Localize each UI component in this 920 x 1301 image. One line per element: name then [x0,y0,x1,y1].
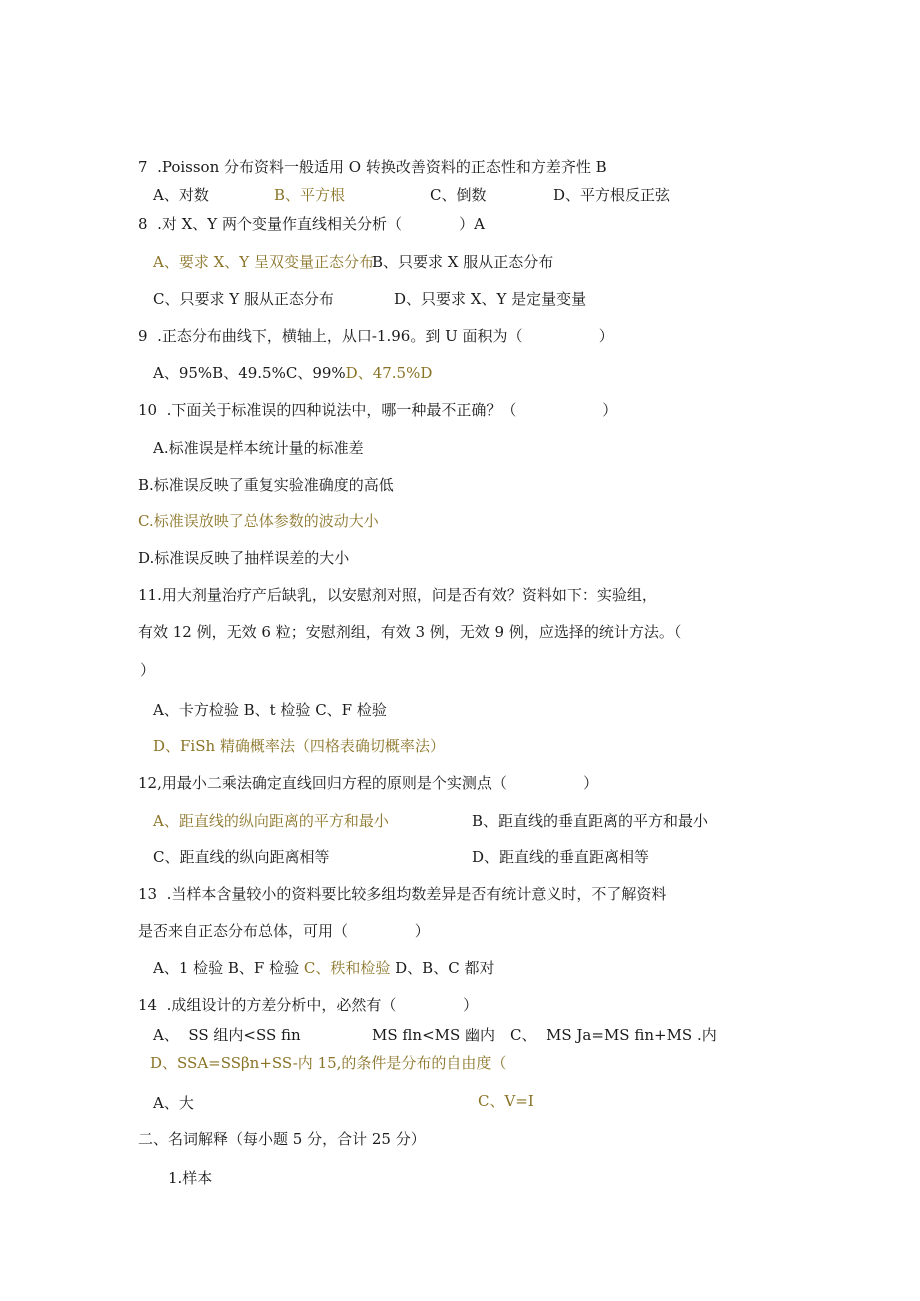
q13-options-plain-2: D、B、C 都对 [390,959,495,977]
q8-option-c: C、只要求 Y 服从正态分布 [153,290,334,308]
q8-option-b: B、只要求 X 服从正态分布 [372,253,554,271]
q10-option-c: C.标准误放映了总体参数的波动大小 [138,512,379,530]
q12-option-b: B、距直线的垂直距离的平方和最小 [472,812,709,830]
question-11-line-1: 11.用大剂量治疗产后缺乳，以安慰剂对照，问是否有效？资料如下：实验组， [138,586,657,604]
question-13-line-1: 13 .当样本含量较小的资料要比较多组均数差异是否有统计意义时，不了解资料 [138,885,667,903]
section-2-heading: 二、名词解释（每小题 5 分，合计 25 分） [138,1130,426,1148]
q10-option-d: D.标准误反映了抽样误差的大小 [138,549,350,567]
q7-option-b: B、平方根 [274,186,346,204]
question-11-line-3: ） [140,661,156,679]
q12-option-c: C、距直线的纵向距离相等 [153,848,330,866]
q7-option-c: C、倒数 [430,186,487,204]
q13-options-highlight: C、秩和检验 [303,959,391,977]
q10-option-b: B.标准误反映了重复实验准确度的高低 [138,476,394,494]
q11-option-d: D、FiSh 精确概率法（四格表确切概率法） [153,737,445,755]
question-11-line-2: 有效 12 例，无效 6 粒；安慰剂组，有效 3 例，无效 9 例，应选择的统计方法。（ [138,623,682,641]
q7-option-a: A、对数 [153,186,209,204]
q14-option-a: A、 SS 组内<SS fin [153,1026,301,1044]
question-9-stem: 9 .正态分布曲线下，横轴上，从口-1.96。到 U 面积为（ ） [138,327,614,345]
question-14-stem: 14 .成组设计的方差分析中，必然有（ ） [138,996,479,1014]
q8-option-d: D、只要求 X、Y 是定量变量 [394,290,587,308]
q14-option-d: D、SSA=SSβn+SS-内 15,的条件是分布的自由度（ [150,1054,507,1072]
question-8-stem: 8 .对 X、Y 两个变量作直线相关分析（ ）A [138,215,486,233]
q8-option-a: A、要求 X、Y 呈双变量正态分布 [153,253,374,271]
question-10-stem: 10 .下面关于标准误的四种说法中，哪一种最不正确？（ ） [138,401,618,419]
q7-option-d: D、平方根反正弦 [553,186,671,204]
q9-options-highlight: D、47.5%D [345,364,433,382]
q12-option-a: A、距直线的纵向距离的平方和最小 [153,812,389,830]
q15-option-c: C、V=I [478,1092,534,1110]
q15-option-a: A、大 [153,1094,194,1112]
q14-option-b: MS fln<MS 幽内 [372,1026,496,1044]
q12-option-d: D、距直线的垂直距离相等 [472,848,650,866]
q9-options-plain: A、95%B、49.5%C、99% [153,364,346,382]
q11-options-abc: A、卡方检验 B、t 检验 C、F 检验 [153,701,387,719]
q13-options [153,958,494,978]
question-7-stem: 7 .Poisson 分布资料一般适用 O 转换改善资料的正态性和方差齐性 B [138,158,607,176]
term-1-sample: 1.样本 [168,1169,213,1187]
question-12-stem: 12,用最小二乘法确定直线回归方程的原则是个实测点（ ） [138,774,599,792]
question-13-line-2: 是否来自正态分布总体，可用（ ） [138,922,430,940]
q10-option-a: A.标准误是样本统计量的标准差 [153,439,364,457]
q9-options [153,363,432,383]
q13-options-plain-1: A、1 检验 B、F 检验 [153,959,304,977]
q14-option-c: C、 MS Ja=MS fin+MS .内 [510,1026,717,1044]
